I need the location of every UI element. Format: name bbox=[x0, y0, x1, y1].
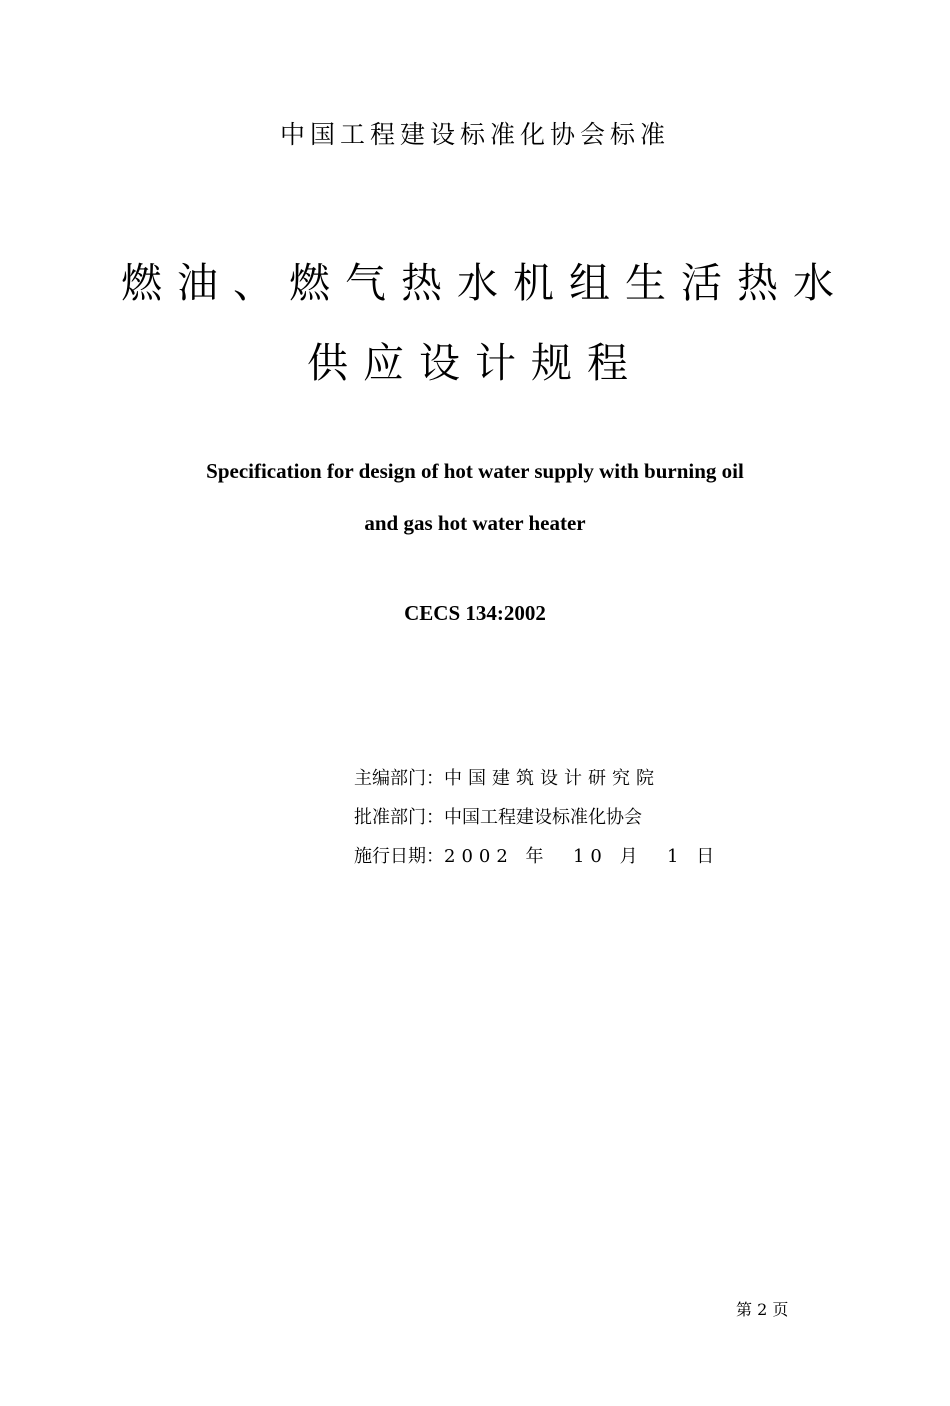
approver-row bbox=[354, 803, 642, 829]
title-cn-line1: 燃油、燃气热水机组生活热水 bbox=[121, 259, 849, 307]
standard-code: CECS 134:2002 bbox=[404, 601, 546, 625]
editor-label: 主编部门： bbox=[354, 768, 444, 789]
title-cn-line2: 供应设计规程 bbox=[307, 339, 643, 387]
org-standard-heading: 中国工程建设标准化协会标准 bbox=[279, 120, 670, 149]
editor-value: 中国建筑设计研究院 bbox=[444, 768, 660, 789]
date-label: 施行日期： bbox=[354, 846, 444, 867]
date-value: 2002 年 10 月 1 日 bbox=[444, 846, 721, 867]
approver-label: 批准部门： bbox=[354, 807, 444, 828]
approver-value: 中国工程建设标准化协会 bbox=[444, 807, 642, 828]
title-en-line1: Specification for design of hot water supply with burning oil bbox=[206, 459, 744, 483]
title-en-line2: and gas hot water heater bbox=[364, 511, 586, 535]
editor-row bbox=[354, 764, 660, 790]
page-number: 第 2 页 bbox=[736, 1300, 789, 1319]
effective-date-row bbox=[354, 842, 720, 868]
